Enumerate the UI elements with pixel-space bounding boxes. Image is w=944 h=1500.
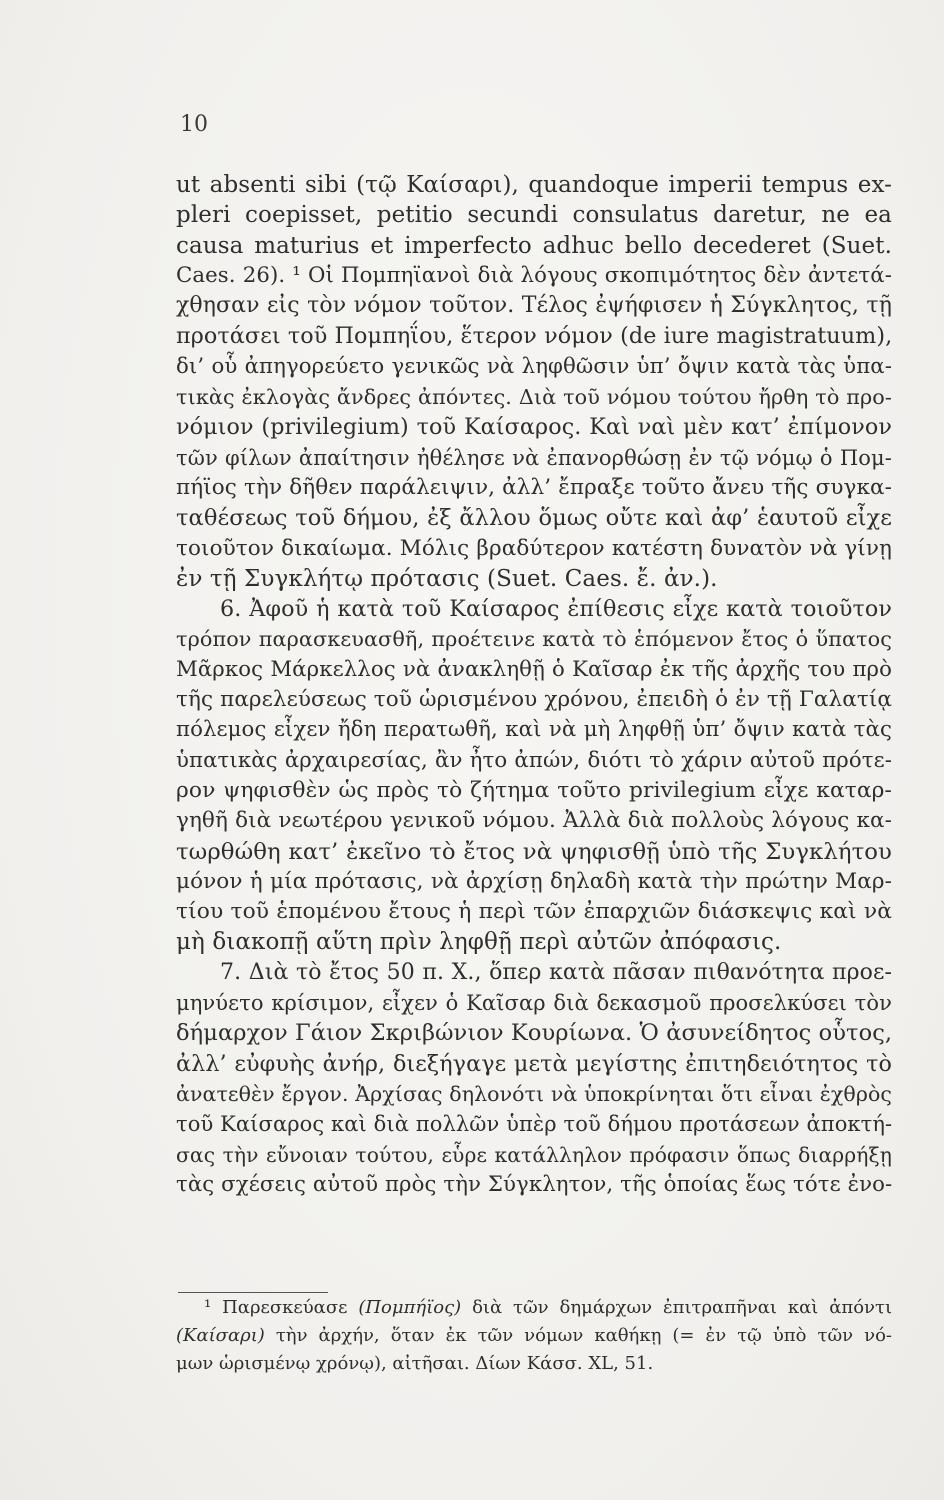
text-line: πόλεμος εἶχεν ἤδη περατωθῆ, καὶ νὰ μὴ ληφθῇ ὑπ’ ὄψιν κατὰ τὰς — [176, 717, 892, 743]
text-line: τοιοῦτον δικαίωμα. Μόλις βραδύτερον κατέστη δυνατὸν νὰ γίνῃ — [176, 535, 892, 561]
text-line: χθησαν εἰς τὸν νόμον τοῦτον. Τέλος ἐψήφισεν ἡ Σύγκλητος, τῇ — [176, 293, 892, 319]
page-number: 10 — [180, 112, 208, 137]
text-line: τρόπον παρασκευασθῆ, προέτεινε κατὰ τὸ ἑπόμενον ἔτος ὁ ὕπατος — [176, 627, 892, 652]
text-line: τῆς παρελεύσεως τοῦ ὡρισμένου χρόνου, ἐπειδὴ ὁ ἐν τῇ Γαλατίᾳ — [176, 687, 892, 713]
text-line: causa maturius et imperfecto adhuc bello decederet (Suet. — [176, 232, 892, 259]
text-line: τοῦ Καίσαρος καὶ διὰ πολλῶν ὑπὲρ τοῦ δήμου προτάσεων ἀποκτή- — [176, 1112, 893, 1137]
text-line: μηνύετο κρίσιμον, εἶχεν ὁ Καῖσαρ διὰ δεκασμοῦ προσελκύσει τὸν — [176, 991, 892, 1016]
paragraph-start-line: 6. Ἀφοῦ ἡ κατὰ τοῦ Καίσαρος ἐπίθεσις εἶχε κατὰ τοιοῦτον — [220, 596, 892, 623]
text-line: γηθῆ διὰ νεωτέρου γενικοῦ νόμου. Ἀλλὰ διὰ πολλοὺς λόγους κα- — [176, 808, 892, 834]
text-line: τῶν φίλων ἀπαίτησιν ἠθέλησε νὰ ἐπανορθώσῃ ἐν τῷ νόμῳ ὁ Πομ- — [176, 445, 892, 470]
text-line: πήϊος τὴν δῆθεν παράλειψιν, ἀλλ’ ἔπραξε τοῦτο ἄνευ τῆς συγκα- — [176, 474, 892, 500]
text-line: ἐν τῇ Συγκλήτῳ πρότασις (Suet. Caes. ἔ. ἀν.). — [176, 565, 718, 592]
text-line: δι’ οὗ ἀπηγορεύετο γενικῶς νὰ ληφθῶσιν ὑπ’ ὄψιν κατὰ τὰς ὑπα- — [176, 353, 892, 379]
text-line: ἀλλ’ εὐφυὴς ἀνήρ, διεξήγαγε μετὰ μεγίστης ἐπιτηδειότητος τὸ — [176, 1050, 892, 1077]
text-line: τὰς σχέσεις αὐτοῦ πρὸς τὴν Σύγκλητον, τῆς ὁποίας ἕως τότε ἐνο- — [176, 1171, 893, 1197]
footnote-line: (Καίσαρι) τὴν ἀρχήν, ὅταν ἐκ τῶν νόμων καθήκῃ (= ἐν τῷ ὑπὸ τῶν νό- — [176, 1325, 892, 1346]
text-line: προτάσει τοῦ Πομπηΐου, ἕτερον νόμον (de iure magistratuum), — [176, 323, 893, 350]
text-line: ut absenti sibi (τῷ Καίσαρι), quandoque imperii tempus ex- — [176, 172, 892, 198]
body-text — [176, 170, 892, 1200]
footnote-marker: ¹ — [204, 1297, 212, 1318]
text-line: μόνον ἡ μία πρότασις, νὰ ἀρχίσῃ δηλαδὴ κατὰ τὴν πρώτην Μαρ- — [176, 868, 892, 894]
text-line: νόμιον (privilegium) τοῦ Καίσαρος. Καὶ ναὶ μὲν κατ’ ἐπίμονον — [176, 414, 892, 441]
paragraph-start-line: 7. Διὰ τὸ ἔτος 50 π. Χ., ὅπερ κατὰ πᾶσαν πιθανότητα προε- — [220, 959, 892, 985]
text-line: τωρθώθη κατ’ ἐκεῖνο τὸ ἔτος νὰ ψηφισθῇ ὑπὸ τῆς Συγκλήτου — [176, 838, 892, 865]
text-line: ἀνατεθὲν ἔργον. Ἀρχίσας δηλονότι νὰ ὑποκρίνηται ὅτι εἶναι ἐχθρὸς — [176, 1081, 892, 1106]
text-line: ταθέσεως τοῦ δήμου, ἐξ ἄλλου ὅμως οὔτε καὶ ἀφ’ ἑαυτοῦ εἶχε — [176, 505, 892, 532]
text-line: τικὰς ἐκλογὰς ἄνδρες ἀπόντες. Διὰ τοῦ νόμου τούτου ἤρθη τὸ προ- — [176, 385, 892, 410]
text-line: δήμαρχον Γάιον Σκριβώνιον Κουρίωνα. Ὁ ἀσυνείδητος οὗτος, — [176, 1020, 893, 1047]
text-line: μὴ διακοπῇ αὕτη πρὶν ληφθῇ περὶ αὐτῶν ἀπόφασις. — [176, 929, 782, 956]
text-line: σας τὴν εὔνοιαν τούτου, εὗρε κατάλληλον πρόφασιν ὅπως διαρρήξῃ — [176, 1142, 892, 1167]
text-line: pleri coepisset, petitio secundi consulatus daretur, ne ea — [176, 202, 892, 229]
footnote — [176, 1294, 892, 1378]
text-line: Caes. 26). ¹ Οἱ Πομπηϊανοὶ διὰ λόγους σκοπιμότητος δὲν ἀντετά- — [176, 262, 892, 288]
footnote-line: μων ὡρισμένῳ χρόνῳ), αἰτῆσαι. Δίων Κάσσ. XL, 51. — [176, 1353, 654, 1374]
text-line: ρον ψηφισθὲν ὡς πρὸς τὸ ζήτημα τοῦτο privilegium εἶχε καταρ- — [176, 777, 892, 803]
text-line: τίου τοῦ ἑπομένου ἔτους ἡ περὶ τῶν ἐπαρχιῶν διάσκεψις καὶ νὰ — [176, 899, 892, 925]
footnote-line: ¹ Παρεσκεύασε (Πομπήϊος) διὰ τῶν δημάρχων ἐπιτραπῆναι καὶ ἀπόντι — [204, 1297, 892, 1318]
footnote-divider — [178, 1292, 328, 1293]
text-line: ὑπατικὰς ἀρχαιρεσίας, ἂν ἦτο ἀπών, διότι τὸ χάριν αὐτοῦ πρότε- — [176, 747, 892, 773]
text-line: Μᾶρκος Μάρκελλος νὰ ἀνακληθῇ ὁ Καῖσαρ ἐκ τῆς ἀρχῆς του πρὸ — [176, 656, 892, 682]
